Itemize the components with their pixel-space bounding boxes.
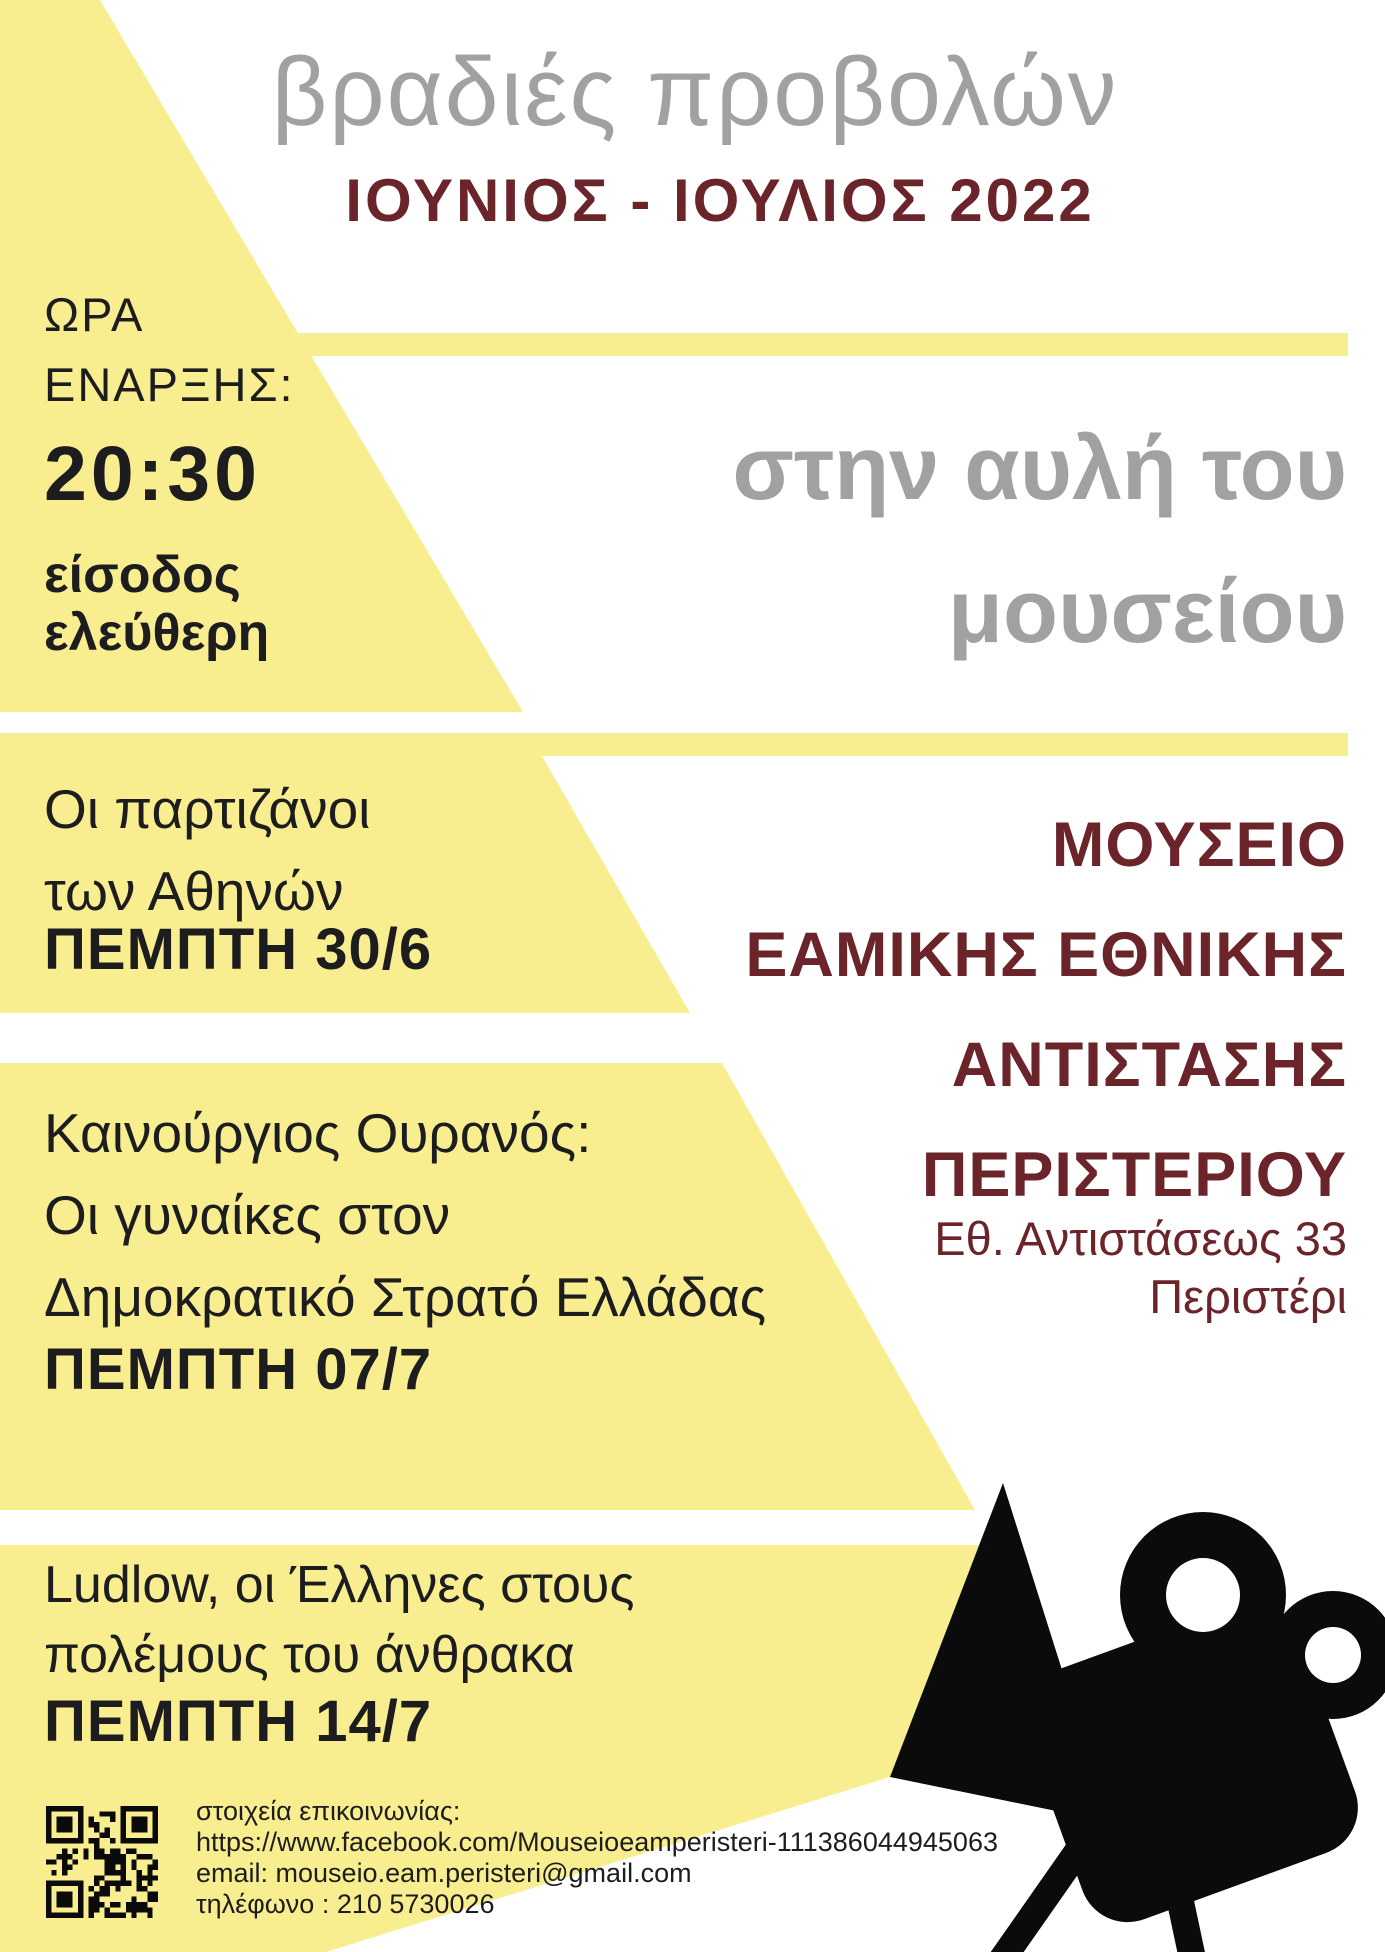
museum-address-line1: Εθ. Αντιστάσεως 33 (934, 1212, 1347, 1265)
screening-2-title-line3: Δημοκρατικό Στρατό Ελλάδας (44, 1266, 767, 1328)
contact-info (196, 1796, 998, 1920)
projector-leg-left (987, 1833, 1096, 1952)
screening-1-date: ΠΕΜΠΤΗ 30/6 (44, 917, 433, 982)
contact-phone: τηλέφωνο : 210 5730026 (196, 1889, 495, 1919)
museum-name-line3: ΑΝΤΙΣΤΑΣΗΣ (951, 1030, 1347, 1100)
museum-name-line2: ΕΑΜΙΚΗΣ ΕΘΝΙΚΗΣ (745, 920, 1347, 990)
contact-email: email: mouseio.eam.peristeri@gmail.com (196, 1858, 692, 1888)
free-entrance-note (44, 546, 269, 662)
qr-code-icon (46, 1806, 158, 1918)
screening-3-title (44, 1550, 634, 1690)
projector-reel-small-hole (1305, 1627, 1361, 1683)
screening-3-date: ΠΕΜΠΤΗ 14/7 (44, 1689, 433, 1754)
museum-name (745, 790, 1347, 1230)
contact-heading: στοιχεία επικοινωνίας: (196, 1796, 461, 1826)
free-entrance-line1: είσοδος (44, 546, 241, 604)
free-entrance-line2: ελεύθερη (44, 604, 270, 662)
projector-reel-large-hole (1166, 1558, 1240, 1632)
screening-2-title-line1: Καινούργιος Ουρανός: (44, 1102, 592, 1164)
museum-name-line4: ΠΕΡΙΣΤΕΡΙΟΥ (921, 1140, 1347, 1210)
screening-2-date: ΠΕΜΠΤΗ 07/7 (44, 1337, 433, 1402)
screening-2-title-line2: Οι γυναίκες στον (44, 1184, 451, 1246)
start-time-label-line2: ΕΝΑΡΞΗΣ: (44, 358, 295, 411)
screening-3-title-line2: πολέμους του άνθρακα (44, 1626, 575, 1684)
museum-address (934, 1210, 1347, 1326)
yellow-band (280, 333, 1348, 356)
venue-headline (732, 398, 1347, 684)
poster-subtitle-dates: ΙΟΥΝΙΟΣ - ΙΟΥΛΙΟΣ 2022 (345, 167, 1095, 234)
screening-3-title-line1: Ludlow, οι Έλληνες στους (44, 1556, 635, 1614)
venue-line-2: μουσείου (947, 562, 1347, 662)
start-time-label (44, 280, 295, 420)
venue-line-1: στην αυλή του (732, 419, 1347, 519)
screening-1-title-line1: Οι παρτιζάνοι (44, 778, 371, 840)
start-time-label-line1: ΩΡΑ (44, 288, 145, 341)
screening-1-title-line2: των Αθηνών (44, 860, 344, 922)
screening-1-title (44, 768, 370, 932)
start-time-value: 20:30 (44, 431, 261, 517)
contact-facebook-url: https://www.facebook.com/Mouseioeamperisteri-111386044945063 (196, 1827, 998, 1857)
museum-address-line2: Περιστέρι (1149, 1270, 1347, 1323)
museum-name-line1: ΜΟΥΣΕΙΟ (1051, 810, 1347, 880)
screening-2-title (44, 1092, 766, 1338)
poster-title: βραδιές προβολών (271, 37, 1119, 146)
